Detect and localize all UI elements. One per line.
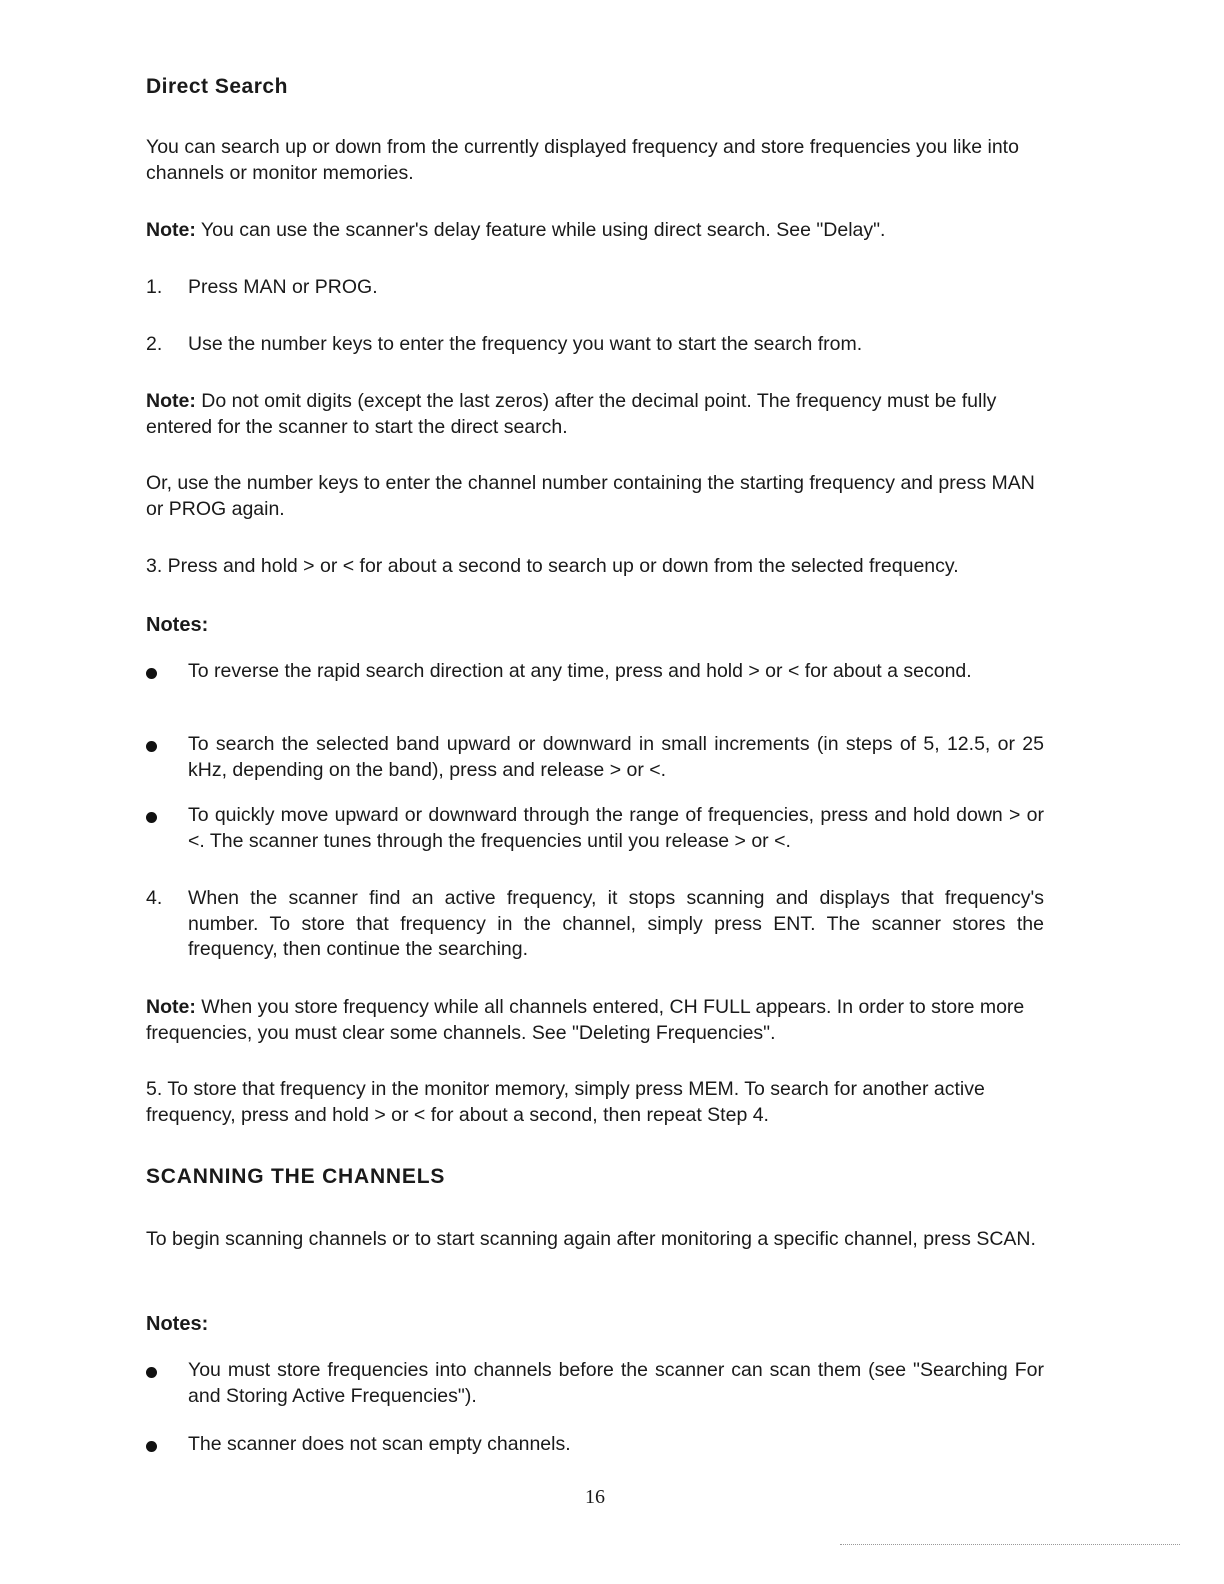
bullet-item	[146, 1432, 1044, 1458]
step-text: When the scanner find an active frequency, it stops scanning and displays that frequency's number. To store that frequency in the channel, simply press ENT. The scanner stores the frequency, then continue the searching.	[188, 887, 1044, 960]
note-text: You can use the scanner's delay feature while using direct search. See "Delay".	[195, 219, 886, 241]
step-number: 1.	[146, 276, 163, 298]
note-digits	[146, 389, 1044, 440]
page-number: 16	[585, 1486, 605, 1508]
note-label: Note:	[146, 219, 196, 241]
scan-artifact-divider	[840, 1544, 1180, 1549]
note-ch-full	[146, 995, 1044, 1046]
step-4	[146, 886, 1044, 963]
step-text: Press MAN or PROG.	[188, 276, 378, 298]
manual-page	[146, 0, 1044, 1584]
step-1	[146, 275, 1044, 301]
scanning-intro: To begin scanning channels or to start scanning again after monitoring a specific channel, press SCAN.	[146, 1228, 1036, 1250]
step-5: 5. To store that frequency in the monitor memory, simply press MEM. To search for another active frequency, press and hold > or < for about a second, then repeat Step 4.	[146, 1078, 985, 1126]
bullet-text: To reverse the rapid search direction at any time, press and hold > or < for about a second.	[188, 660, 972, 682]
step-text: Use the number keys to enter the frequency you want to start the search from.	[188, 333, 863, 355]
bullet-item	[146, 803, 1044, 854]
bullet-item	[146, 732, 1044, 783]
note-text: Do not omit digits (except the last zeros) after the decimal point. The frequency must be fully entered for the scanner to start the direct search.	[146, 390, 997, 438]
heading-direct-search: Direct Search	[146, 75, 288, 98]
bullet-icon	[146, 741, 157, 752]
bullet-item	[146, 659, 1044, 685]
bullet-text: You must store frequencies into channels before the scanner can scan them (see "Searching For and Storing Active Frequencies").	[188, 1359, 1044, 1407]
note-delay	[146, 218, 1044, 244]
step-3: 3. Press and hold > or < for about a second to search up or down from the selected frequency.	[146, 555, 959, 577]
bullet-text: To quickly move upward or downward through the range of frequencies, press and hold down > or <. The scanner tunes through the frequencies until you release > or <.	[188, 804, 1044, 852]
note-label: Note:	[146, 390, 196, 412]
bullet-text: The scanner does not scan empty channels.	[188, 1433, 571, 1455]
bullet-icon	[146, 812, 157, 823]
notes-label: Notes:	[146, 614, 209, 636]
note-label: Note:	[146, 996, 196, 1018]
notes-label: Notes:	[146, 1313, 209, 1335]
note-text: When you store frequency while all channels entered, CH FULL appears. In order to store more frequencies, you must clear some channels. See "Deleting Frequencies".	[146, 996, 1025, 1044]
bullet-icon	[146, 1441, 157, 1452]
direct-search-intro: You can search up or down from the currently displayed frequency and store frequencies you like into channels or monitor memories.	[146, 136, 1019, 184]
step-number: 4.	[146, 887, 163, 909]
or-channel-paragraph: Or, use the number keys to enter the channel number containing the starting frequency and press MAN or PROG again.	[146, 472, 1035, 520]
step-2	[146, 332, 1044, 358]
bullet-icon	[146, 1367, 157, 1378]
step-number: 2.	[146, 333, 163, 355]
heading-scanning: SCANNING THE CHANNELS	[146, 1165, 446, 1188]
bullet-item	[146, 1358, 1044, 1409]
bullet-text: To search the selected band upward or downward in small increments (in steps of 5, 12.5, or 25 kHz, depending on the band), press and release > or <.	[188, 733, 1044, 781]
bullet-icon	[146, 668, 157, 679]
